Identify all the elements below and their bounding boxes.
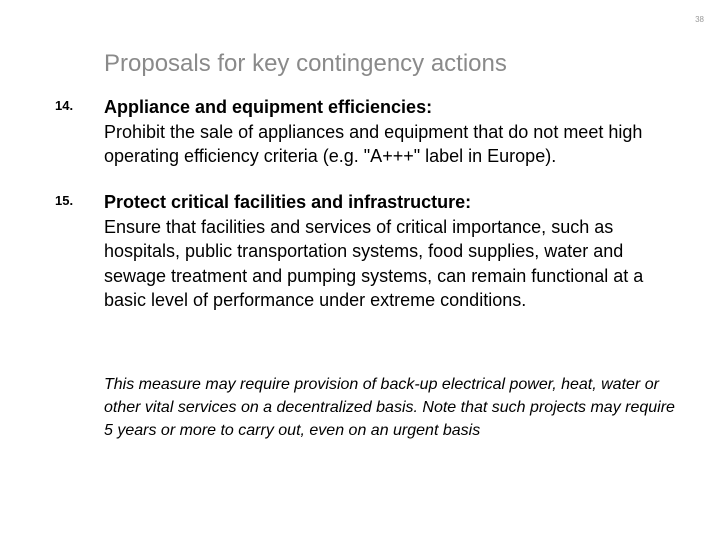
item-text: Prohibit the sale of appliances and equipment that do not meet high operating efficiency criteria (e.g. "A+++" label in Europe). [104,121,643,166]
item-heading: Appliance and equipment efficiencies: [104,97,433,117]
slide-title: Proposals for key contingency actions [104,50,507,77]
item-text: Ensure that facilities and services of critical importance, such as hospitals, public transportation systems, food supplies, water and sewage treatment and pumping systems, can remain functional at a basic level of performance under extreme conditions. [104,216,644,310]
item-number: 15. [55,193,74,208]
item-number: 14. [55,98,74,113]
item-heading: Protect critical facilities and infrastructure: [104,192,472,212]
note-text: This measure may require provision of back-up electrical power, heat, water or other vital services on a decentralized basis. Note that such projects may require 5 years or more to carry out, even on an urgent basis [104,376,675,439]
page-number: 38 [695,15,704,24]
item-body [104,190,674,313]
item-body [104,95,674,169]
